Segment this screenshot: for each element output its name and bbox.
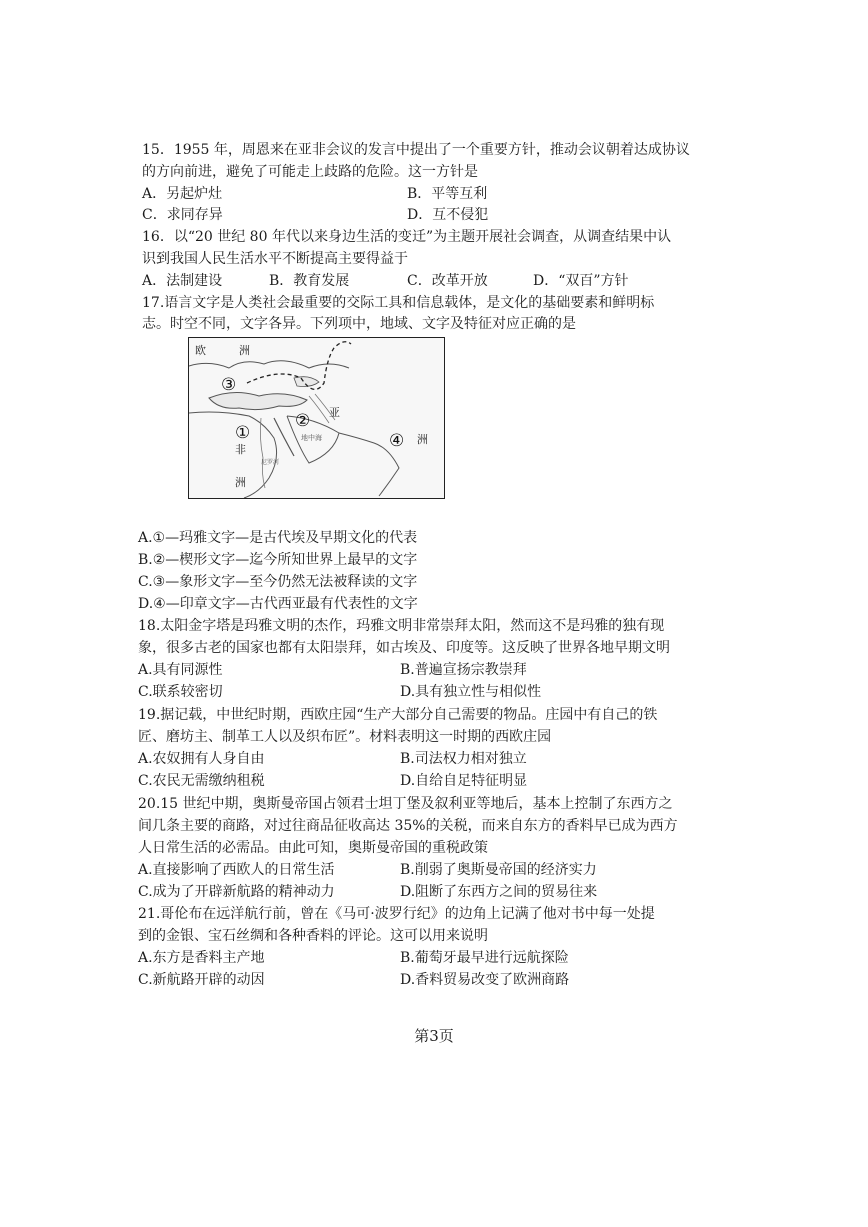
label-mediterranean: 地中海 xyxy=(301,434,322,442)
q20-option-c: C.成为了开辟新航路的精神动力 xyxy=(138,884,335,900)
marker-2: ② xyxy=(295,411,311,431)
q15-option-b: B．平等互利 xyxy=(407,186,488,202)
q16-option-d: D．“双百”方针 xyxy=(533,273,629,289)
q20-stem-line-2: 间几条主要的商路，对过往商品征收高达 35%的关税，而来自东方的香料早已成为西方 xyxy=(138,818,678,834)
q18-option-b: B.普遍宣扬宗教崇拜 xyxy=(400,662,527,678)
q16-option-c: C．改革开放 xyxy=(407,273,488,289)
q19-option-c: C.农民无需缴纳租税 xyxy=(138,773,265,789)
mediterranean-sea xyxy=(209,392,307,409)
marker-4: ④ xyxy=(389,431,405,451)
africa-coastline xyxy=(189,412,280,498)
q20-option-a: A.直接影响了西欧人的日常生活 xyxy=(138,862,335,878)
q15-option-d: D．互不侵犯 xyxy=(407,207,489,223)
q16-stem-line-2: 识到我国人民生活水平不断提高主要得益于 xyxy=(142,251,408,267)
q19-stem-line-2: 匠、磨坊主、制革工人以及织布匠”。材料表明这一时期的西欧庄园 xyxy=(138,729,552,745)
q19-option-d: D.自给自足特征明显 xyxy=(400,773,528,789)
q15-stem-line-1: 15．1955 年，周恩来在亚非会议的发言中提出了一个重要方针，推动会议朝着达成协议 xyxy=(142,142,690,158)
q15-option-c: C．求同存异 xyxy=(142,207,223,223)
europe-coastline xyxy=(189,361,349,368)
q21-option-c: C.新航路开辟的动因 xyxy=(138,972,265,988)
q19-option-a: A.农奴拥有人身自由 xyxy=(138,751,265,767)
q16-option-a: A．法制建设 xyxy=(142,273,223,289)
q16-option-b: B．教育发展 xyxy=(269,273,350,289)
q18-stem-line-2: 象，很多古老的国家也都有太阳崇拜，如古埃及、印度等。这反映了世界各地早期文明 xyxy=(138,640,670,656)
label-zhou-eu: 洲 xyxy=(239,344,250,357)
q17-option-a: A.①—玛雅文字—是古代埃及早期文化的代表 xyxy=(138,530,418,546)
tigris-river xyxy=(309,396,329,423)
q15-stem-line-2: 的方向前进，避免了可能走上歧路的危险。这一方针是 xyxy=(142,164,478,180)
q17-map xyxy=(188,337,445,499)
q21-stem-line-1: 21.哥伦布在远洋航行前，曾在《马可·波罗行纪》的边角上记满了他对书中每一处提 xyxy=(138,906,655,922)
q19-stem-line-1: 19.据记载，中世纪时期，西欧庄园“生产大部分自己需要的物品。庄园中有自己的铁 xyxy=(138,707,658,723)
q16-stem-line-1: 16．以“20 世纪 80 年代以来身边生活的变迁”为主题开展社会调查，从调查结果中认 xyxy=(142,229,672,245)
q20-option-b: B.削弱了奥斯曼帝国的经济实力 xyxy=(400,862,597,878)
q21-option-d: D.香料贸易改变了欧洲商路 xyxy=(400,972,570,988)
label-fei: 非 xyxy=(235,443,246,456)
q17-option-c: C.③—象形文字—至今仍然无法被释读的文字 xyxy=(138,574,418,590)
page-number: 第3页 xyxy=(414,1027,454,1045)
q18-option-a: A.具有同源性 xyxy=(138,662,223,678)
label-ya: 亚 xyxy=(329,406,340,419)
marker-1: ① xyxy=(235,423,251,443)
label-nile: 尼罗河 xyxy=(261,459,280,466)
q21-option-b: B.葡萄牙最早进行远航探险 xyxy=(400,950,569,966)
nile-river xyxy=(260,418,265,488)
q17-option-b: B.②—楔形文字—迄今所知世界上最早的文字 xyxy=(138,552,418,568)
q17-option-d: D.④—印章文字—古代西亚最有代表性的文字 xyxy=(138,596,418,612)
q21-option-a: A.东方是香料主产地 xyxy=(138,950,265,966)
q20-stem-line-3: 人日常生活的必需品。由此可知，奥斯曼帝国的重税政策 xyxy=(138,840,488,856)
q18-option-d: D.具有独立性与相似性 xyxy=(400,684,542,700)
q20-option-d: D.阻断了东西方之间的贸易往来 xyxy=(400,884,598,900)
q17-stem-line-1: 17.语言文字是人类社会最重要的交际工具和信息载体，是文化的基础要素和鲜明标 xyxy=(142,295,655,311)
q15-option-a: A．另起炉灶 xyxy=(142,186,223,202)
q20-stem-line-1: 20.15 世纪中期，奥斯曼帝国占领君士坦丁堡及叙利亚等地后，基本上控制了东西方之 xyxy=(138,796,673,812)
map-drawing xyxy=(189,338,444,498)
marker-3: ③ xyxy=(221,375,237,395)
label-zhou-af: 洲 xyxy=(235,476,246,489)
q18-stem-line-1: 18.太阳金字塔是玛雅文明的杰作，玛雅文明非常崇拜太阳，然而这不是玛雅的独有现 xyxy=(138,618,665,634)
label-zhou-asia: 洲 xyxy=(417,433,428,446)
q18-option-c: C.联系较密切 xyxy=(138,684,223,700)
q21-stem-line-2: 到的金银、宝石丝绸和各种香料的评论。这可以用来说明 xyxy=(138,928,488,944)
label-ou: 欧 xyxy=(195,344,206,357)
q19-option-b: B.司法权力相对独立 xyxy=(400,751,527,767)
q17-stem-line-2: 志。时空不同，文字各异。下列项中，地域、文字及特征对应正确的是 xyxy=(142,316,576,332)
